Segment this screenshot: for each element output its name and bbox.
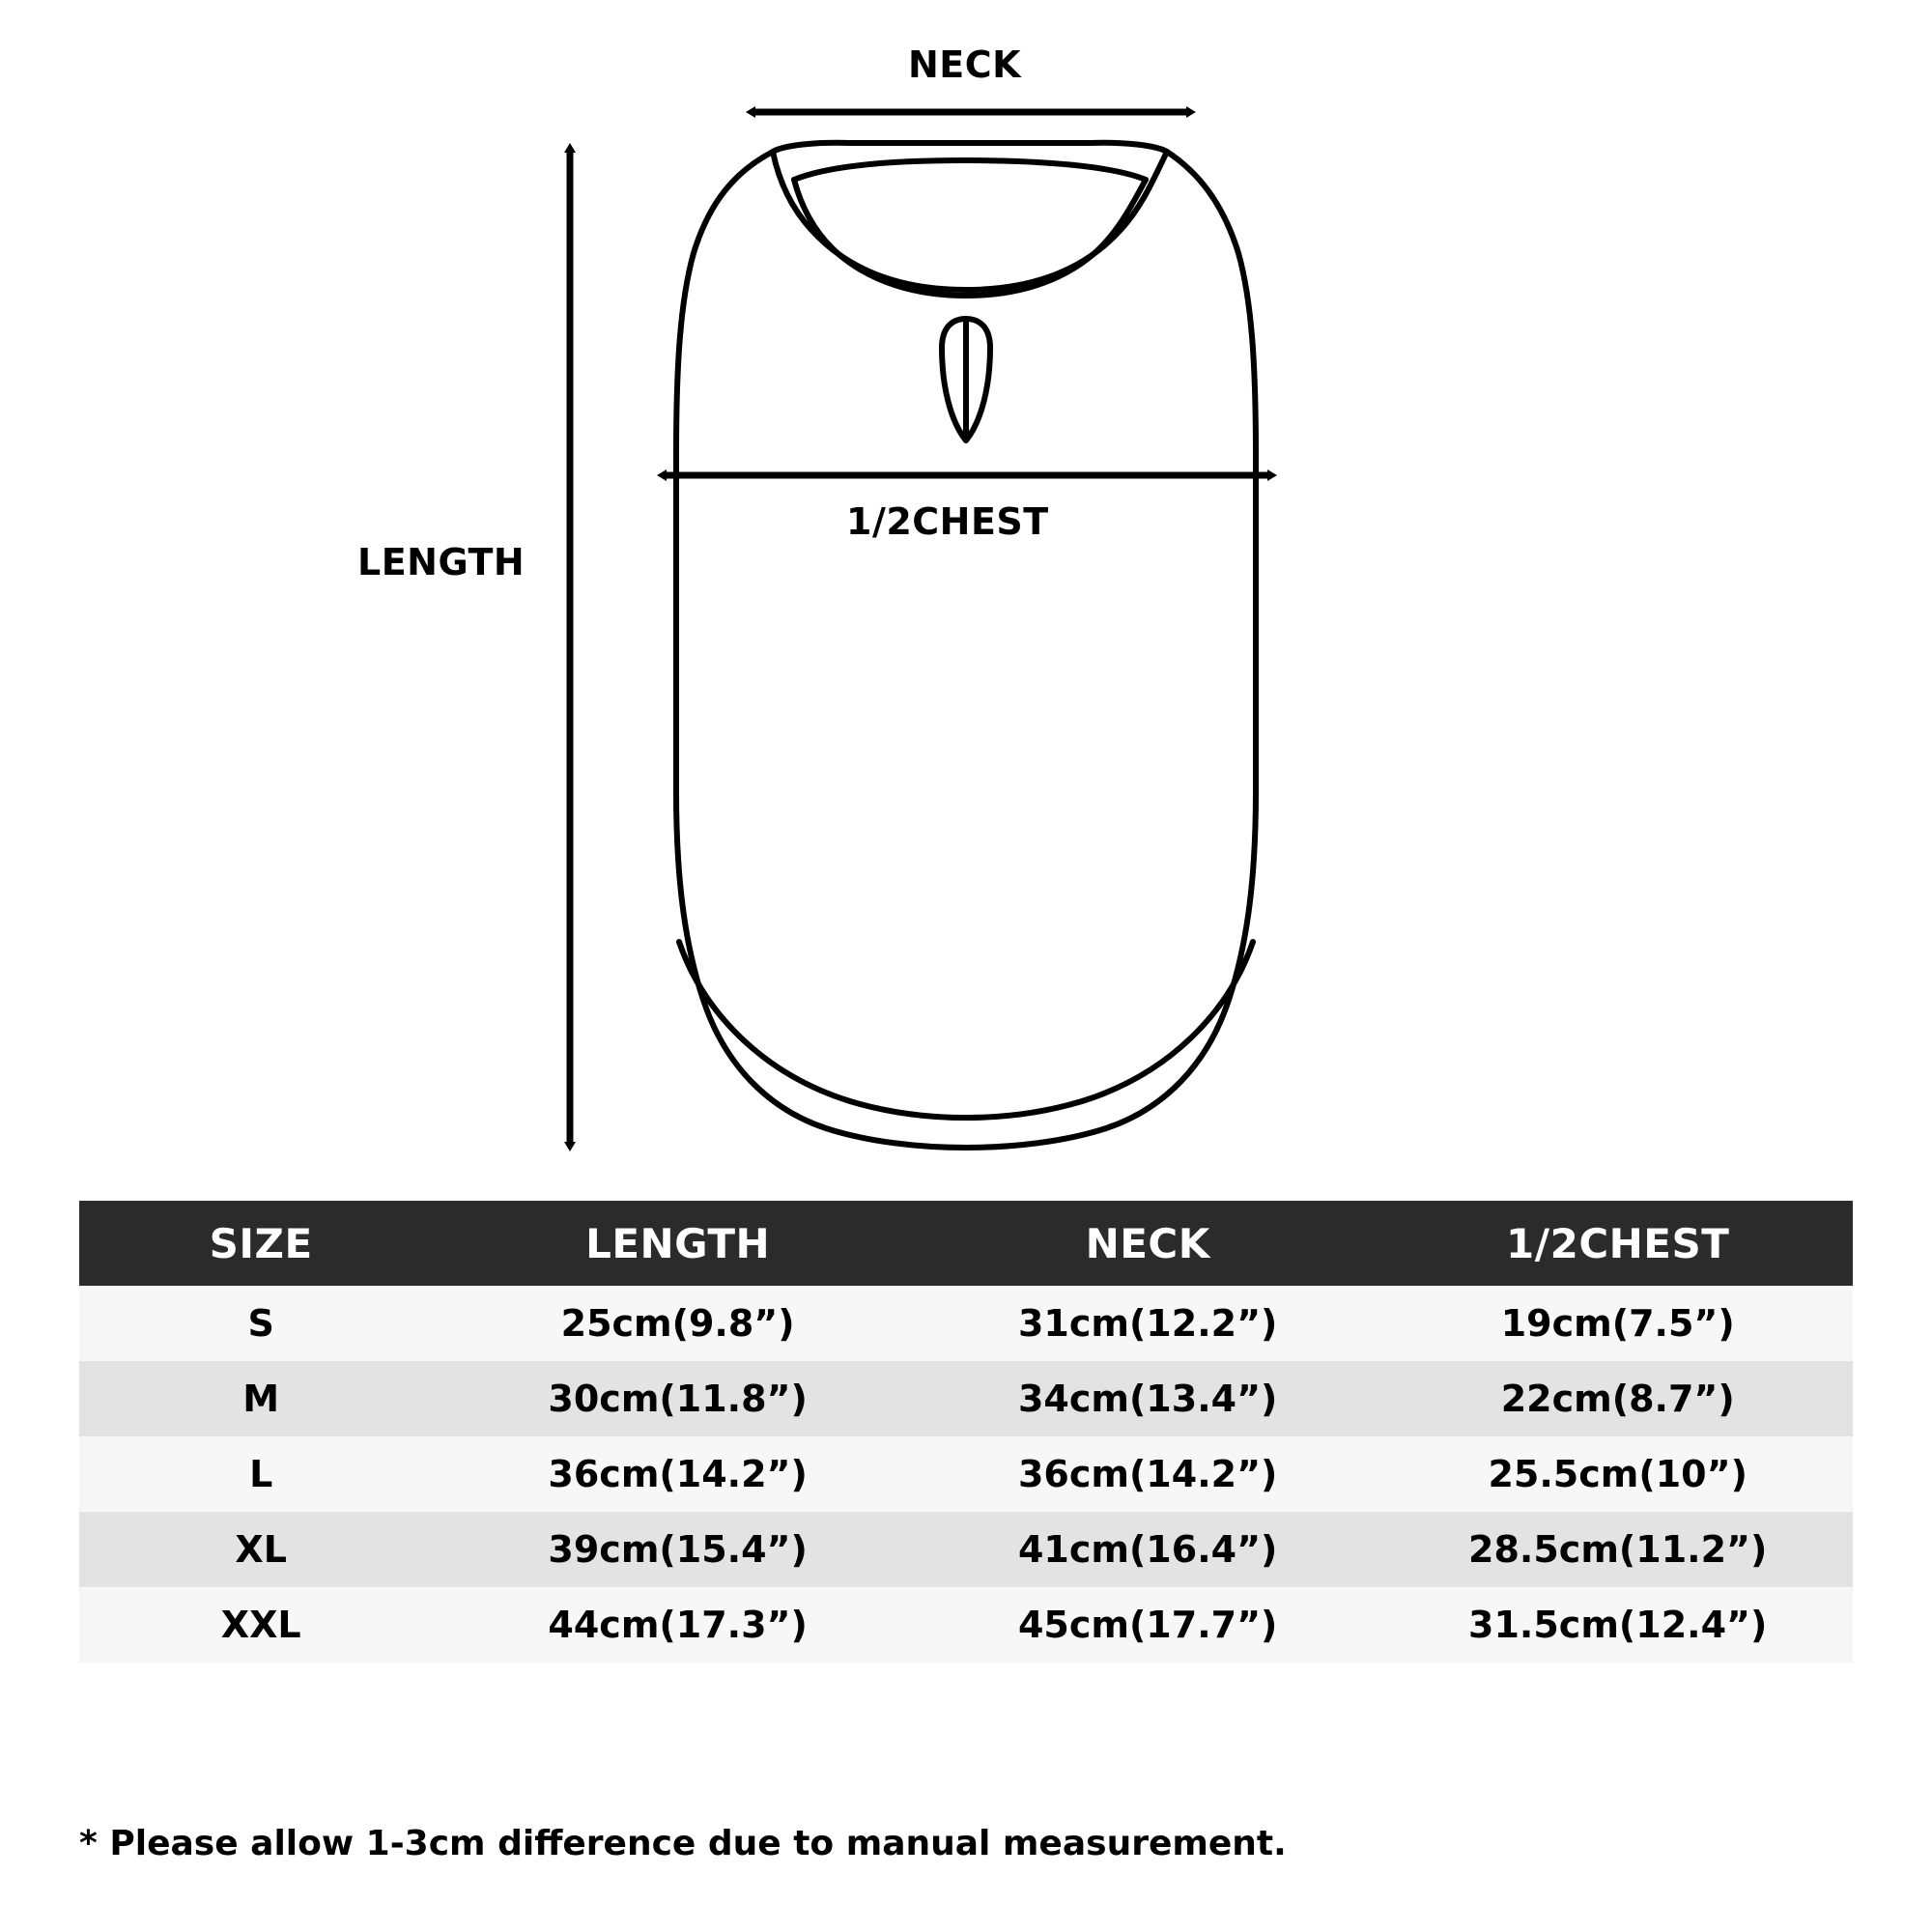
column-header-length: LENGTH <box>442 1201 913 1286</box>
table-header-row <box>79 1201 1853 1286</box>
cell-size: L <box>79 1436 442 1512</box>
cell-half-chest: 22cm(8.7”) <box>1382 1361 1853 1436</box>
table-row <box>79 1512 1853 1587</box>
cell-half-chest: 19cm(7.5”) <box>1382 1286 1853 1361</box>
size-table <box>79 1201 1853 1662</box>
column-header-half-chest: 1/2CHEST <box>1382 1201 1853 1286</box>
table-row <box>79 1587 1853 1662</box>
cell-size: XXL <box>79 1587 442 1662</box>
shirt-outline <box>676 143 1256 1148</box>
cell-length: 44cm(17.3”) <box>442 1587 913 1662</box>
measurement-footnote: * Please allow 1-3cm difference due to manual measurement. <box>79 1824 1287 1863</box>
table-header <box>79 1201 1853 1286</box>
table-row <box>79 1361 1853 1436</box>
cell-length: 36cm(14.2”) <box>442 1436 913 1512</box>
cell-length: 25cm(9.8”) <box>442 1286 913 1361</box>
cell-length: 39cm(15.4”) <box>442 1512 913 1587</box>
cell-neck: 36cm(14.2”) <box>913 1436 1383 1512</box>
cell-neck: 45cm(17.7”) <box>913 1587 1383 1662</box>
length-label: LENGTH <box>357 541 526 583</box>
table-row <box>79 1286 1853 1361</box>
table-row <box>79 1436 1853 1512</box>
column-header-neck: NECK <box>913 1201 1383 1286</box>
cell-neck: 31cm(12.2”) <box>913 1286 1383 1361</box>
cell-size: S <box>79 1286 442 1361</box>
cell-half-chest: 28.5cm(11.2”) <box>1382 1512 1853 1587</box>
cell-size: M <box>79 1361 442 1436</box>
cell-neck: 41cm(16.4”) <box>913 1512 1383 1587</box>
cell-length: 30cm(11.8”) <box>442 1361 913 1436</box>
table-body <box>79 1286 1853 1662</box>
half-chest-label: 1/2CHEST <box>846 500 1049 543</box>
neck-label: NECK <box>908 43 1022 86</box>
cell-half-chest: 25.5cm(10”) <box>1382 1436 1853 1512</box>
cell-size: XL <box>79 1512 442 1587</box>
cell-neck: 34cm(13.4”) <box>913 1361 1383 1436</box>
column-header-size: SIZE <box>79 1201 442 1286</box>
cell-half-chest: 31.5cm(12.4”) <box>1382 1587 1853 1662</box>
